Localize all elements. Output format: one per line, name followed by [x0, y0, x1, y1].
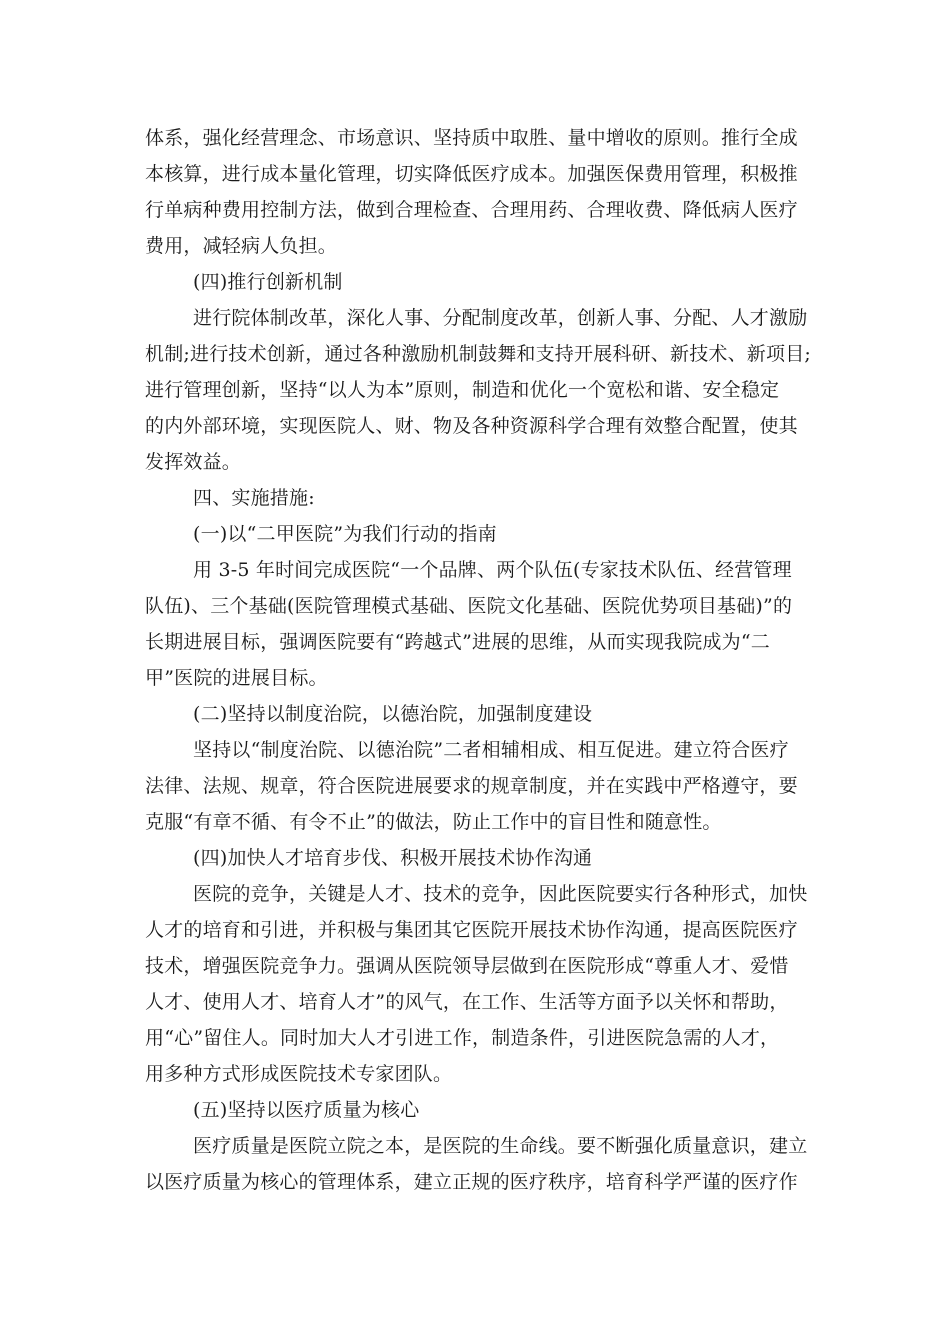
section-heading: (二)坚持以制度治院，以德治院，加强制度建设	[193, 703, 593, 725]
text-line: 用“心”留住人。同时加大人才引进工作，制造条件，引进医院急需的人才，	[145, 1027, 780, 1049]
text-line: 发挥效益。	[145, 451, 242, 473]
text-line: 人才的培育和引进，并积极与集团其它医院开展技术协作沟通，提高医院医疗	[145, 919, 798, 941]
text-line: 进行院体制改革，深化人事、分配制度改革，创新人事、分配、人才激励	[193, 307, 808, 329]
section-heading: (五)坚持以医疗质量为核心	[193, 1099, 420, 1121]
section-heading: (一)以“二甲医院”为我们行动的指南	[193, 523, 497, 545]
text-line: 医院的竞争，关键是人才、技术的竞争，因此医院要实行各种形式，加快	[193, 883, 808, 905]
section-heading: (四)加快人才培育步伐、积极开展技术协作沟通	[193, 847, 593, 869]
text-line: 以医疗质量为核心的管理体系，建立正规的医疗秩序，培育科学严谨的医疗作	[145, 1171, 798, 1193]
section-heading: (四)推行创新机制	[193, 271, 343, 293]
text-line: 队伍)、三个基础(医院管理模式基础、医院文化基础、医院优势项目基础)”的	[145, 595, 793, 617]
text-line: 克服“有章不循、有令不止”的做法，防止工作中的盲目性和随意性。	[145, 811, 722, 833]
text-line: 行单病种费用控制方法，做到合理检查、合理用药、合理收费、降低病人医疗	[145, 199, 798, 221]
text-line: 用 3-5 年时间完成医院“一个品牌、两个队伍(专家技术队伍、经营管理	[193, 559, 792, 581]
text-line: 医疗质量是医院立院之本，是医院的生命线。要不断强化质量意识，建立	[193, 1135, 808, 1157]
text-line: 费用，减轻病人负担。	[145, 235, 338, 257]
text-line: 本核算，进行成本量化管理，切实降低医疗成本。加强医保费用管理，积极推	[145, 163, 798, 185]
section-heading: 四、实施措施:	[193, 487, 315, 509]
text-line: 法律、法规、规章，符合医院进展要求的规章制度，并在实践中严格遵守，要	[145, 775, 798, 797]
text-line: 长期进展目标，强调医院要有“跨越式”进展的思维，从而实现我院成为“二	[145, 631, 770, 653]
text-line: 技术，增强医院竞争力。强调从医院领导层做到在医院形成“尊重人才、爱惜	[145, 955, 789, 977]
text-line: 体系，强化经营理念、市场意识、坚持质中取胜、量中增收的原则。推行全成	[145, 127, 798, 149]
text-line: 人才、使用人才、培育人才”的风气，在工作、生活等方面予以关怀和帮助，	[145, 991, 789, 1013]
text-line: 机制;进行技术创新，通过各种激励机制鼓舞和支持开展科研、新技术、新项目;	[145, 343, 812, 365]
text-line: 甲”医院的进展目标。	[145, 667, 328, 689]
text-line: 的内外部环境，实现医院人、财、物及各种资源科学合理有效整合配置，使其	[145, 415, 798, 437]
text-line: 坚持以“制度治院、以德治院”二者相辅相成、相互促进。建立符合医疗	[193, 739, 789, 761]
text-line: 进行管理创新，坚持“以人为本”原则，制造和优化一个宽松和谐、安全稳定	[145, 379, 780, 401]
text-line: 用多种方式形成医院技术专家团队。	[145, 1063, 453, 1085]
